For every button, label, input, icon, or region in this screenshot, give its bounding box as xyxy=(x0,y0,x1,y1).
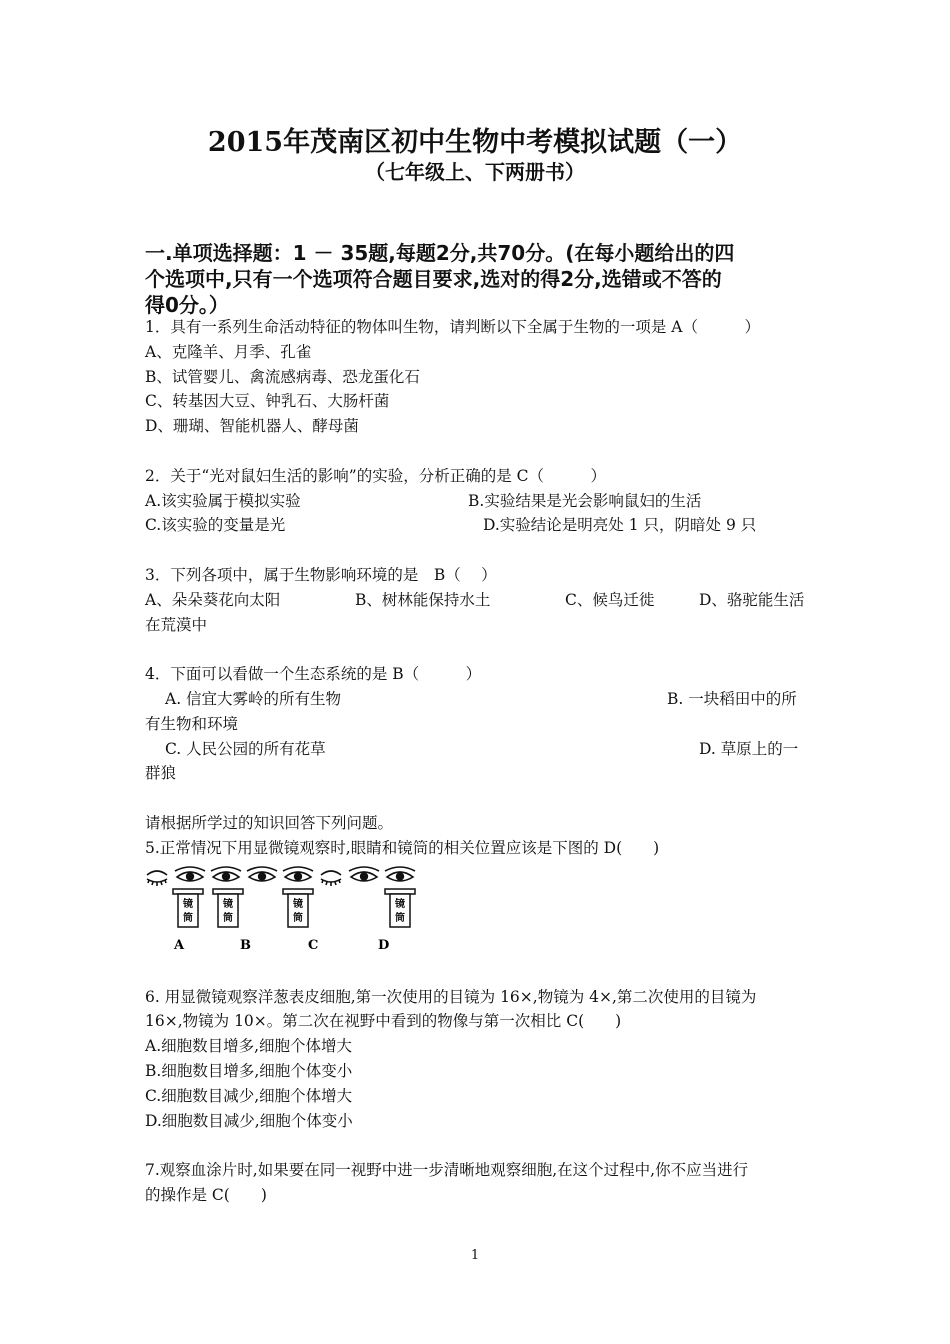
section-heading-line: 得0分。） xyxy=(145,293,229,317)
closed-eye-icon xyxy=(147,871,167,886)
option-a: A.该实验属于模拟实验 xyxy=(145,491,301,510)
microscope-tube-d xyxy=(385,889,415,927)
question-3 xyxy=(145,563,810,637)
option-a: A、克隆羊、月季、孔雀 xyxy=(145,342,312,361)
figure-label-d: D xyxy=(378,937,390,953)
open-eye-icon xyxy=(175,867,205,881)
option-a: A. 信宜大雾岭的所有生物 xyxy=(165,689,342,708)
question-7 xyxy=(145,1158,810,1208)
tube-label: 筒 xyxy=(183,912,193,924)
tube-label: 筒 xyxy=(293,912,303,924)
option-d: D、珊瑚、智能机器人、酵母菌 xyxy=(145,417,359,436)
tube-label: 筒 xyxy=(223,912,233,924)
exam-subtitle: （七年级上、下两册书） xyxy=(365,160,585,184)
option-a: A.细胞数目增多,细胞个体增大 xyxy=(145,1037,353,1056)
figure-label-c: C xyxy=(308,937,319,953)
tube-label: 镜 xyxy=(183,898,193,910)
option-c: C.该实验的变量是光 xyxy=(145,516,286,535)
open-eye-icon xyxy=(211,867,241,881)
option-b: B.细胞数目增多,细胞个体变小 xyxy=(145,1061,353,1080)
question-stem: 16×,物镜为 10×。第二次在视野中看到的物像与第一次相比 C( ) xyxy=(145,1012,622,1031)
option-b-continued: 有生物和环境 xyxy=(145,714,239,733)
question-6 xyxy=(145,985,810,1134)
question-list xyxy=(145,315,810,1208)
option-c: C. 人民公园的所有花草 xyxy=(165,739,326,758)
option-c: C、转基因大豆、钟乳石、大肠杆菌 xyxy=(145,392,390,411)
option-c: C.细胞数目减少,细胞个体增大 xyxy=(145,1086,353,1105)
open-eye-icon xyxy=(283,867,313,881)
question-5 xyxy=(145,836,810,961)
microscope-tube-b xyxy=(213,889,243,927)
option-a: A、朵朵葵花向太阳 xyxy=(145,590,281,609)
option-d: D. 草原上的一 xyxy=(699,739,799,758)
option-d: D.实验结论是明亮处 1 只，阴暗处 9 只 xyxy=(483,516,757,535)
tube-label: 镜 xyxy=(293,898,303,910)
tube-label: 镜 xyxy=(223,898,233,910)
tube-label: 镜 xyxy=(395,898,405,910)
eye-tube-diagram xyxy=(145,865,425,961)
microscope-tube-c xyxy=(283,889,313,927)
microscope-eye-figure xyxy=(145,865,810,961)
option-d-continued: 群狼 xyxy=(145,764,177,783)
tube-label: 筒 xyxy=(395,912,405,924)
closed-eye-icon xyxy=(321,871,341,886)
question-stem: 5.正常情况下用显微镜观察时,眼睛和镜筒的相关位置应该是下图的 D( ) xyxy=(145,838,660,857)
option-b: B. 一块稻田中的所 xyxy=(667,689,797,708)
microscope-tube-a xyxy=(173,889,203,927)
section-heading-line: 一.单项选择题：1 － 35题,每题2分,共70分。(在每小题给出的四 xyxy=(145,241,735,265)
question-stem: 7.观察血涂片时,如果要在同一视野中进一步清晰地观察细胞,在这个过程中,你不应当进行 xyxy=(145,1161,749,1180)
exam-title: 2015年茂南区初中生物中考模拟试题（一） xyxy=(207,127,743,158)
question-stem: 6. 用显微镜观察洋葱表皮细胞,第一次使用的目镜为 16×,物镜为 4×,第二次使用的目镜为 xyxy=(145,987,757,1006)
open-eye-icon xyxy=(349,867,379,881)
section-heading-line: 个选项中,只有一个选项符合题目要求,选对的得2分,选错或不答的 xyxy=(145,267,722,291)
option-b: B、树林能保持水土 xyxy=(355,590,491,609)
option-d: D、骆驼能生活 xyxy=(699,590,805,609)
section-heading xyxy=(145,240,810,318)
page-number: 1 xyxy=(470,1248,480,1263)
question-2 xyxy=(145,464,810,538)
question-stem: 1．具有一系列生命活动特征的物体叫生物，请判断以下全属于生物的一项是 A（ ） xyxy=(145,318,760,336)
figure-label-b: B xyxy=(240,937,251,953)
question-stem: 的操作是 C( ) xyxy=(145,1185,267,1204)
question-stem: 4．下面可以看做一个生态系统的是 B（ ） xyxy=(145,665,482,684)
figure-label-a: A xyxy=(174,937,185,953)
option-b: B.实验结果是光会影响鼠妇的生活 xyxy=(468,491,702,510)
option-d-continued: 在荒漠中 xyxy=(145,615,208,634)
option-b: B、试管婴儿、禽流感病毒、恐龙蛋化石 xyxy=(145,367,420,386)
question-4 xyxy=(145,662,810,786)
instruction-text: 请根据所学过的知识回答下列问题。 xyxy=(145,813,394,832)
open-eye-icon xyxy=(247,867,277,881)
open-eye-icon xyxy=(385,867,415,881)
option-c: C、候鸟迁徙 xyxy=(565,590,655,609)
question-stem: 3．下列各项中，属于生物影响环境的是 B（ ） xyxy=(145,565,497,584)
question-stem: 2．关于“光对鼠妇生活的影响”的实验，分析正确的是 C（ ） xyxy=(145,466,606,485)
question-1 xyxy=(145,315,810,439)
option-d: D.细胞数目减少,细胞个体变小 xyxy=(145,1111,353,1130)
